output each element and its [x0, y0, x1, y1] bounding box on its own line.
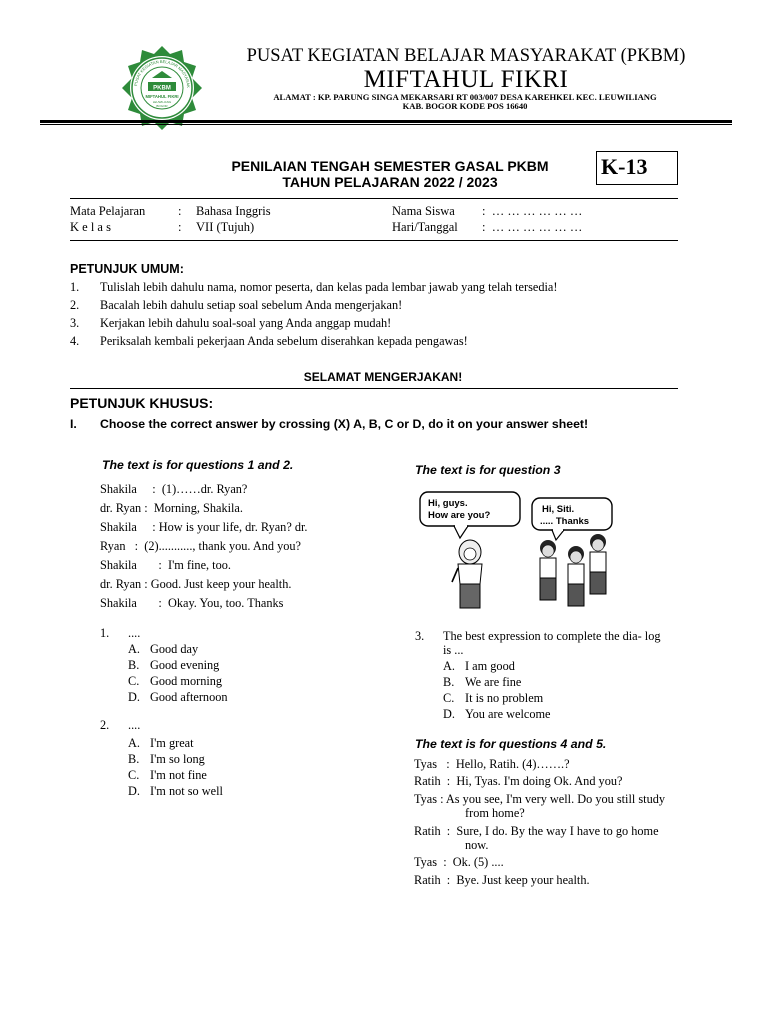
q3-option-b[interactable]: B. We are fine	[443, 675, 522, 689]
bubble1-line2: How are you?	[428, 510, 491, 521]
logo-inner-text: MIFTAHUL FIKRI	[145, 94, 179, 99]
org-address-line2: KAB. BOGOR KODE POS 16640	[402, 101, 528, 111]
dialog-line: dr. Ryan : Morning, Shakila.	[100, 501, 243, 515]
pkbm-logo	[118, 44, 206, 132]
question-1-text: ....	[128, 626, 141, 640]
question-3-text: The best expression to complete the dia- log	[443, 629, 661, 643]
specific-instructions-title: PETUNJUK KHUSUS:	[70, 395, 214, 411]
logo-center-text: PKBM	[153, 85, 171, 92]
good-luck-text: SELAMAT MENGERJAKAN!	[303, 370, 463, 384]
specific-instruction: I. Choose the correct answer by crossing (X) A, B, C or D, do it on your answer sheet!	[70, 417, 589, 431]
logo-sub-text-2: BOGOR	[156, 104, 168, 108]
date-field[interactable]: : … … … … … …	[482, 220, 583, 234]
general-instruction-item: 2. Bacalah lebih dahulu setiap soal sebelum Anda mengerjakan!	[70, 298, 403, 312]
q2-option-d[interactable]: D. I'm not so well	[128, 784, 223, 798]
passage-label-q1-2: The text is for questions 1 and 2.	[102, 458, 294, 472]
q3-option-a[interactable]: A. I am good	[443, 659, 515, 673]
title-divider	[70, 198, 678, 199]
q1-option-c[interactable]: C. Good morning	[128, 674, 223, 688]
q1-option-b[interactable]: B. Good evening	[128, 658, 220, 672]
q2-option-b[interactable]: B. I'm so long	[128, 752, 205, 766]
dialog-line: Shakila : How is your life, dr. Ryan? dr.	[100, 520, 308, 534]
exam-title-line1: PENILAIAN TENGAH SEMESTER GASAL PKBM	[231, 158, 549, 174]
q2-option-c[interactable]: C. I'm not fine	[128, 768, 207, 782]
date-label: Hari/Tanggal	[392, 220, 458, 234]
dialog-line: Shakila : (1)……dr. Ryan?	[100, 482, 248, 496]
bubble2-line2: ..... Thanks	[540, 516, 590, 527]
logo-ring-text: PUSAT KEGIATAN BELAJAR MASYARAK	[133, 58, 192, 88]
header-divider-thin	[40, 124, 732, 125]
dialog-line: now.	[465, 838, 489, 852]
dialog-line: dr. Ryan : Good. Just keep your health.	[100, 577, 292, 591]
dialog-line: Shakila : Okay. You, too. Thanks	[100, 596, 284, 610]
general-instruction-item: 3. Kerjakan lebih dahulu soal-soal yang Anda anggap mudah!	[70, 316, 392, 330]
exam-title-line2: TAHUN PELAJARAN 2022 / 2023	[282, 174, 498, 190]
dialog-line: Tyas : As you see, I'm very well. Do you still study	[414, 792, 666, 806]
general-instructions-title: PETUNJUK UMUM:	[70, 262, 184, 276]
subject-value: Bahasa Inggris	[196, 204, 271, 218]
q3-option-d[interactable]: D. You are welcome	[443, 707, 551, 721]
dialog-line: Shakila : I'm fine, too.	[100, 558, 231, 572]
question-3-text-cont: is ...	[443, 643, 464, 657]
dialog-line: Ratih : Hi, Tyas. I'm doing Ok. And you?	[414, 774, 623, 788]
logo-sub-text: LEUWILIANG	[152, 100, 172, 104]
q2-option-a[interactable]: A. I'm great	[128, 736, 194, 750]
dialog-line: Ratih : Bye. Just keep your health.	[414, 873, 590, 887]
student-name-label: Nama Siswa	[392, 204, 455, 218]
question-3-number: 3.	[415, 629, 425, 643]
instructions-divider	[70, 388, 678, 389]
passage-label-q4-5: The text is for questions 4 and 5.	[415, 737, 607, 751]
org-address-line1: ALAMAT : KP. PARUNG SINGA MEKARSARI RT 003/007 DESA KAREHKEL KEC. LEUWILIANG	[273, 92, 657, 102]
header-divider-thick	[40, 120, 732, 123]
dialog-line: Ryan : (2)..........., thank you. And you?	[100, 539, 302, 553]
dialog-line: Tyas : Ok. (5) ....	[414, 855, 504, 869]
girl-figure	[452, 540, 482, 608]
question-1-number: 1.	[100, 626, 110, 640]
q1-option-a[interactable]: A. Good day	[128, 642, 199, 656]
passage-label-q3: The text is for question 3	[415, 463, 561, 477]
boys-figures	[540, 534, 606, 606]
org-name-line2: MIFTAHUL FIKRI	[363, 66, 569, 93]
greeting-illustration	[414, 488, 614, 618]
dialog-line: from home?	[465, 806, 525, 820]
class-separator: :	[178, 220, 182, 234]
question-2-number: 2.	[100, 718, 110, 732]
general-instruction-item: 4. Periksalah kembali pekerjaan Anda sebelum diserahkan kepada pengawas!	[70, 334, 468, 348]
bubble2-line1: Hi, Siti.	[542, 504, 575, 515]
q1-option-d[interactable]: D. Good afternoon	[128, 690, 228, 704]
class-label: K e l a s	[70, 220, 111, 234]
q3-option-c[interactable]: C. It is no problem	[443, 691, 544, 705]
info-divider	[70, 240, 678, 241]
org-name-line1: PUSAT KEGIATAN BELAJAR MASYARAKAT (PKBM)	[246, 46, 686, 66]
dialog-line: Ratih : Sure, I do. By the way I have to go home	[414, 824, 659, 838]
subject-label: Mata Pelajaran	[70, 204, 146, 218]
curriculum-badge: K-13	[596, 151, 678, 185]
subject-separator: :	[178, 204, 182, 218]
bubble1-line1: Hi, guys.	[428, 498, 468, 509]
question-2-text: ....	[128, 718, 141, 732]
general-instruction-item: 1. Tulislah lebih dahulu nama, nomor peserta, dan kelas pada lembar jawab yang telah tersedia!	[70, 280, 558, 294]
dialog-line: Tyas : Hello, Ratih. (4)…….?	[414, 757, 570, 771]
class-value: VII (Tujuh)	[196, 220, 255, 234]
student-name-field[interactable]: : … … … … … …	[482, 204, 583, 218]
